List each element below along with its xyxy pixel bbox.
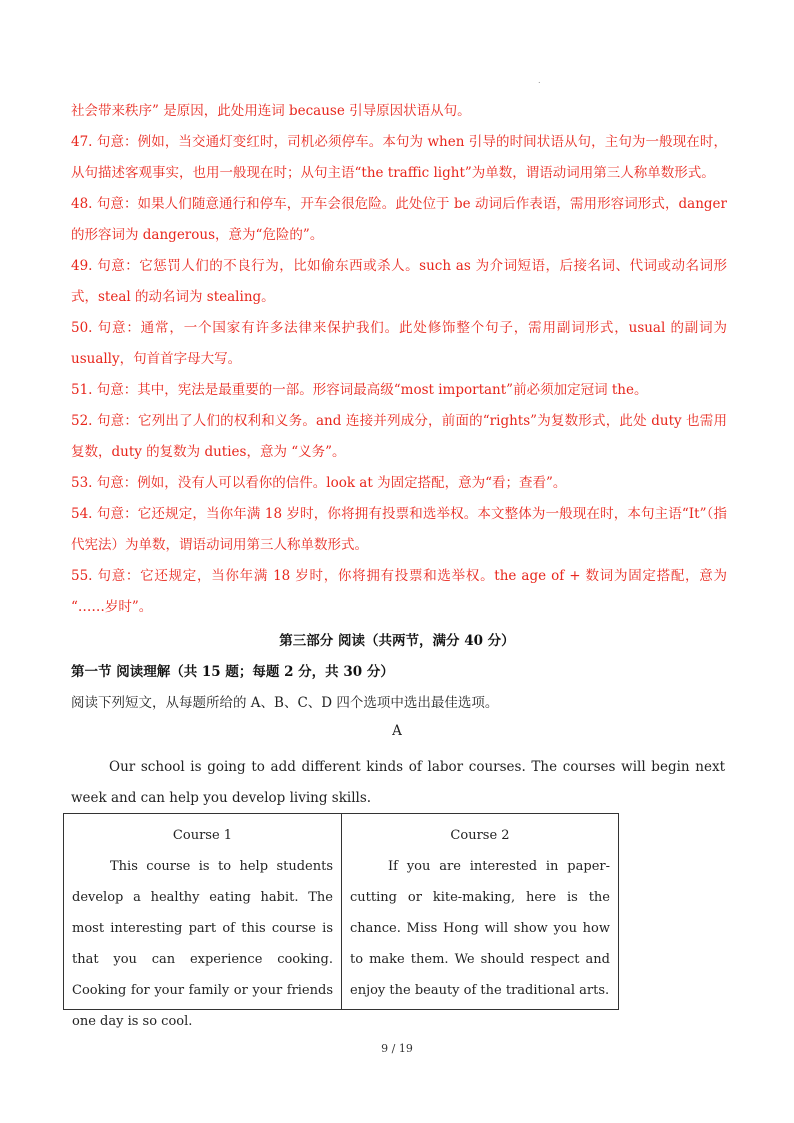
explanation-47: 47. 句意：例如，当交通灯变红时，司机必须停车。本句为 when 引导的时间状语从句，主句为一般现在时，从句描述客观事实，也用一般现在时；从句主语“the traffic light”为单数，谓语动词用第三人称单数形式。 bbox=[71, 134, 727, 181]
section-title: 第三部分 阅读（共两节，满分 40 分） bbox=[279, 633, 515, 649]
subsection-title: 第一节 阅读理解（共 15 题；每题 2 分，共 30 分） bbox=[71, 664, 394, 680]
page-marker: . bbox=[538, 76, 541, 85]
explanation-51: 51. 句意：其中，宪法是最重要的一部。形容词最高级“most important”前必须加定冠词 the。 bbox=[71, 382, 648, 398]
course-cell-1 bbox=[64, 814, 341, 1029]
answer-explanations bbox=[71, 96, 727, 623]
courses-table bbox=[63, 813, 619, 1029]
course-title: Course 2 bbox=[450, 828, 510, 843]
passage-label: A bbox=[392, 723, 402, 739]
explanation-50: 50. 句意：通常，一个国家有许多法律来保护我们。此处修饰整个句子，需用副词形式，usual 的副词为 usually，句首首字母大写。 bbox=[71, 320, 727, 367]
page-number: 9 / 19 bbox=[381, 1042, 413, 1055]
course-cell-2 bbox=[341, 814, 618, 1009]
explanation-49: 49. 句意：它惩罚人们的不良行为，比如偷东西或杀人。such as 为介词短语，后接名词、代词或动名词形式，steal 的动名词为 stealing。 bbox=[71, 258, 727, 305]
course-description: If you are interested in paper-cutting or kite-making, here is the chance. Miss Hong will show you how to make them. We should respect and enjoy the beauty of the traditional arts. bbox=[350, 859, 610, 998]
course-description: This course is to help students develop a healthy eating habit. The most interesting part of this course is that you can experience cooking. Cooking for your family or your friends one day is so cool. bbox=[72, 859, 333, 1029]
explanation-52: 52. 句意：它列出了人们的权利和义务。and 连接并列成分，前面的“rights”为复数形式，此处 duty 也需用复数，duty 的复数为 duties，意为 “义务”。 bbox=[71, 413, 727, 460]
explanation-54: 54. 句意：它还规定，当你年满 18 岁时，你将拥有投票和选举权。本文整体为一般现在时，本句主语“It”（指代宪法）为单数，谓语动词用第三人称单数形式。 bbox=[71, 506, 727, 553]
explanation-48: 48. 句意：如果人们随意通行和停车，开车会很危险。此处位于 be 动词后作表语，需用形容词形式，danger 的形容词为 dangerous，意为“危险的”。 bbox=[71, 196, 727, 243]
explanation-53: 53. 句意：例如，没有人可以看你的信件。look at 为固定搭配，意为“看；查看”。 bbox=[71, 475, 567, 491]
explanation-55: 55. 句意：它还规定，当你年满 18 岁时，你将拥有投票和选举权。the age of + 数词为固定搭配，意为 “……岁时”。 bbox=[71, 568, 727, 615]
passage-intro-text: Our school is going to add different kinds of labor courses. The courses will begin next week and can help you develop living skills. bbox=[71, 759, 725, 806]
course-title: Course 1 bbox=[172, 828, 233, 843]
explanation-46-tail: 社会带来秩序” 是原因，此处用连词 because 引导原因状语从句。 bbox=[71, 103, 471, 119]
instructions: 阅读下列短文，从每题所给的 A、B、C、D 四个选项中选出最佳选项。 bbox=[71, 695, 499, 711]
passage-intro bbox=[71, 752, 725, 814]
